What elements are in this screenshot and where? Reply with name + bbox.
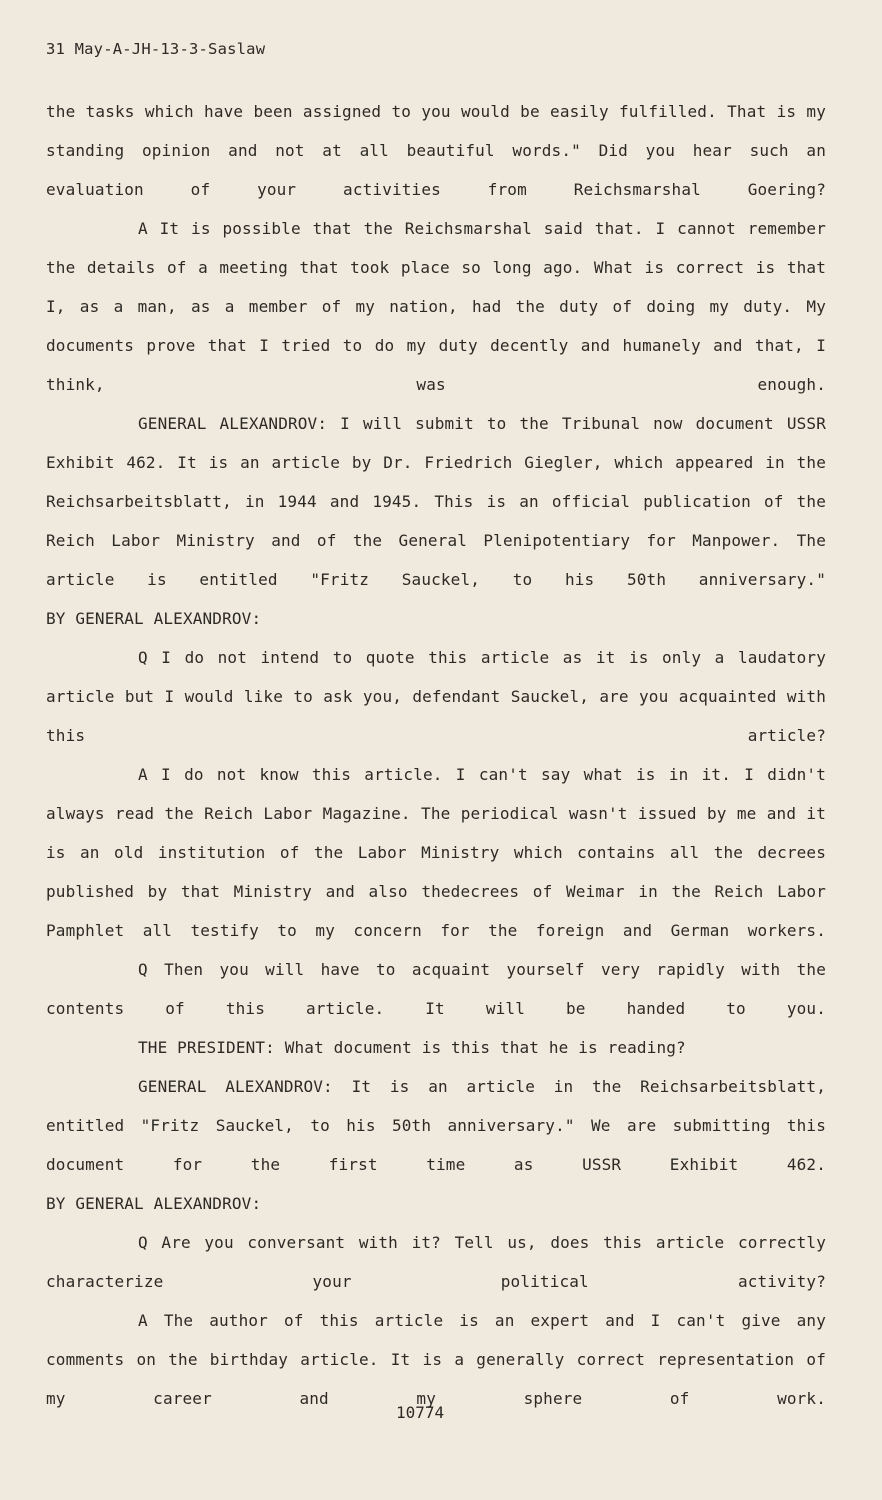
question-paragraph: Q Then you will have to acquaint yourself very rapidly with the contents of this article. It will be handed to you. [46, 960, 826, 1018]
question-paragraph: Q Are you conversant with it? Tell us, does this article correctly characterize your political activity? [46, 1233, 826, 1291]
examiner-label: BY GENERAL ALEXANDROV: [46, 1194, 262, 1213]
speaker-paragraph: GENERAL ALEXANDROV: I will submit to the Tribunal now document USSR Exhibit 462. It is an article by Dr. Friedrich Giegler, which appeared in the Reichsarbeitsblatt, in 1944 and 1945. This is an official publication of the Reich Labor Ministry and of the General Plenipotentiary for Manpower. The article is entitled "Fritz Sauckel, to his 50th anniversary." [46, 414, 826, 589]
answer-paragraph: A I do not know this article. I can't say what is in it. I didn't always read the Reich Labor Magazine. The periodical wasn't issued by me and it is an old institution of the Labor Ministry which contains all the decrees published by that Ministry and also thedecrees of Weimar in the Reich Labor Pamphlet all testify to my concern for the foreign and German workers. [46, 765, 826, 940]
paragraph-continuation: the tasks which have been assigned to you would be easily fulfilled. That is my standing opinion and not at all beautiful words." Did you hear such an evaluation of your activities from Reichsmarshal Goering? [46, 102, 826, 199]
page-header: 31 May-A-JH-13-3-Saslaw [46, 40, 266, 58]
speaker-paragraph: THE PRESIDENT: What document is this that he is reading? [138, 1038, 686, 1057]
answer-paragraph: A It is possible that the Reichsmarshal said that. I cannot remember the details of a meeting that took place so long ago. What is correct is that I, as a man, as a member of my nation, had the duty of doing my duty. My documents prove that I tried to do my duty decently and humanely and that, I think, was enough. [46, 219, 826, 394]
page-number: 10774 [396, 1403, 445, 1422]
speaker-paragraph: GENERAL ALEXANDROV: It is an article in the Reichsarbeitsblatt, entitled "Fritz Sauckel, to his 50th anniversary." We are submitting this document for the first time as USSR Exhibit 462. [46, 1077, 826, 1174]
transcript-body [46, 92, 826, 1418]
answer-paragraph: A The author of this article is an expert and I can't give any comments on the birthday article. It is a generally correct representation of my career and my sphere of work. [46, 1311, 826, 1408]
question-paragraph: Q I do not intend to quote this article as it is only a laudatory article but I would like to ask you, defendant Sauckel, are you acquainted with this article? [46, 648, 826, 745]
examiner-label: BY GENERAL ALEXANDROV: [46, 609, 262, 628]
